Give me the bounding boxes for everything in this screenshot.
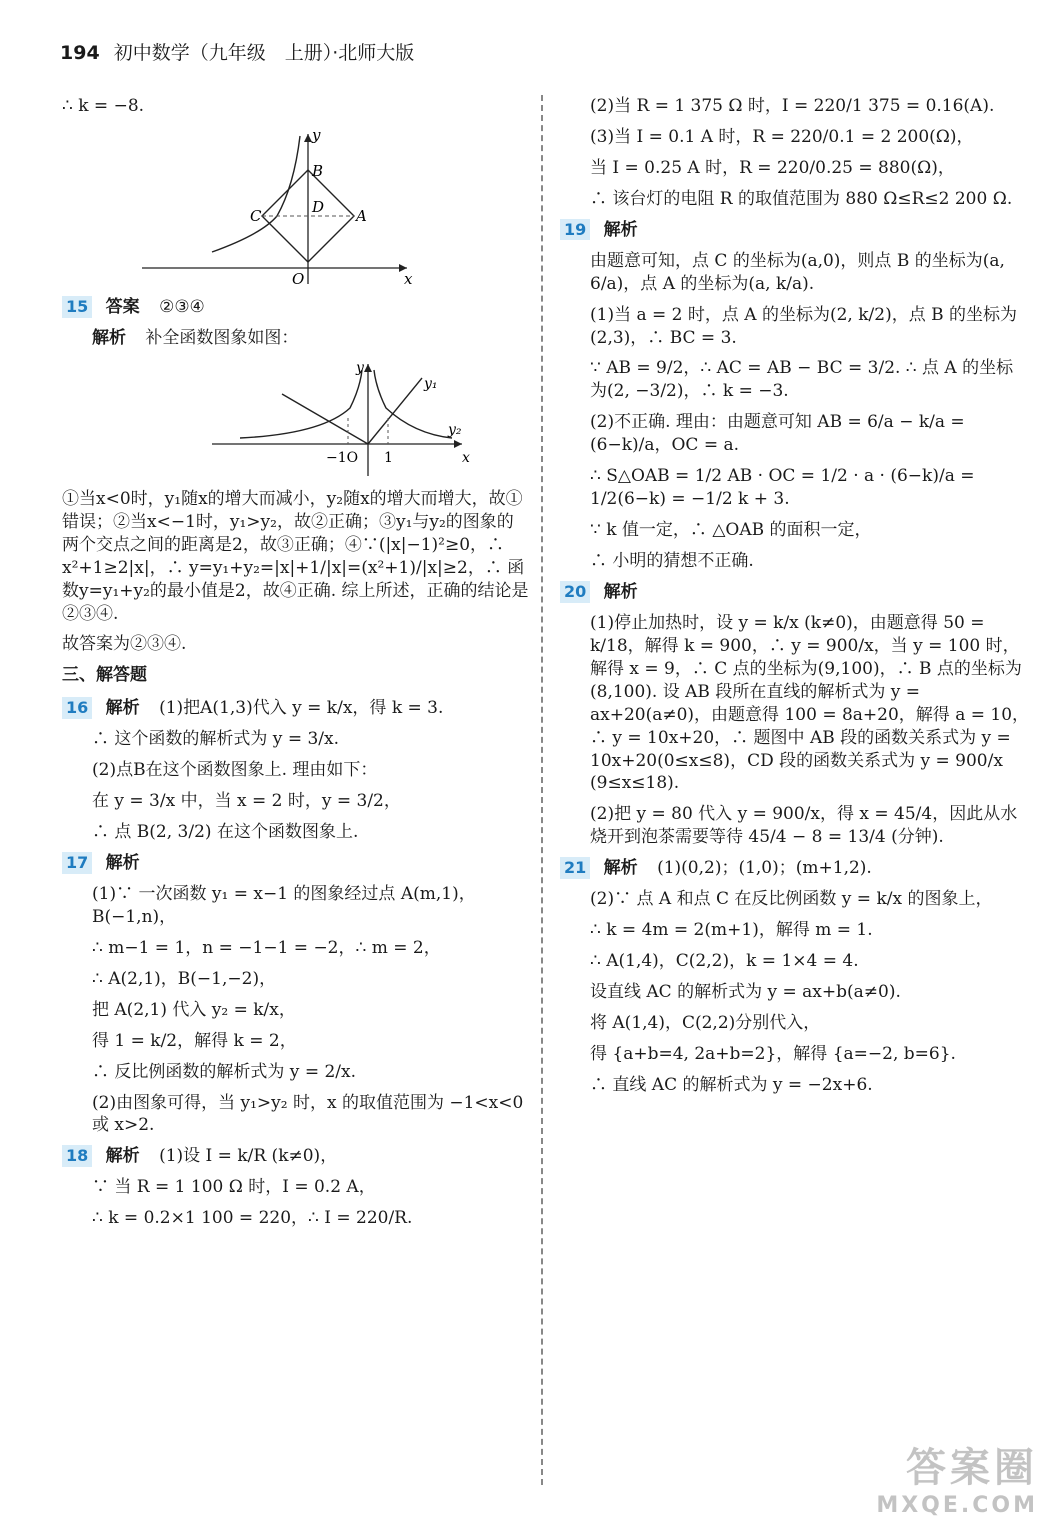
q17-number: 17 <box>62 852 92 874</box>
q18-part3a: (3)当 I = 0.1 A 时，R = 220/0.1 = 2 200(Ω)， <box>590 126 974 147</box>
q19-line6: ∵ k 值一定，∴ △OAB 的面积一定， <box>590 520 872 541</box>
q21-line6: 将 A(1,4)，C(2,2)分别代入， <box>590 1012 821 1033</box>
q15-answer-label: 答案 <box>105 296 140 317</box>
q17-line4: 把 A(2,1) 代入 y₂ = k/x， <box>92 999 296 1020</box>
q17-line1 <box>62 852 530 875</box>
fig1-point-d: D <box>312 197 325 216</box>
q19-head <box>560 219 1030 242</box>
q19-line1: 由题意可知，点 C 的坐标为(a,0)，则点 B 的坐标为(a, 6/a)，点 A 的坐标为(a, k/a). <box>590 250 1005 294</box>
q20-jiexi-label: 解析 <box>603 581 638 602</box>
right-column <box>560 95 1030 1105</box>
q19-line4: (2)不正确. 理由：由题意可知 AB = 6/a − k/a = (6−k)/a，OC = a. <box>590 412 965 456</box>
q20-number: 20 <box>560 581 590 603</box>
page-header <box>60 38 414 65</box>
q15-number: 15 <box>62 296 92 318</box>
q17-line2: ∴ m−1 = 1，n = −1−1 = −2，∴ m = 2， <box>92 937 441 958</box>
q18-number: 18 <box>62 1145 92 1167</box>
q17-line6: ∴ 反比例函数的解析式为 y = 2/x. <box>92 1061 356 1082</box>
q15-answer: ②③④ <box>159 296 205 317</box>
q21-number: 21 <box>560 857 590 879</box>
q16-text1: (1)把A(1,3)代入 y = k/x，得 k = 3. <box>159 698 444 719</box>
q16-line2: ∴ 这个函数的解析式为 y = 3/x. <box>92 729 339 750</box>
fig2-y-label: y <box>356 359 364 376</box>
fig2-y2-label: y₂ <box>448 421 462 438</box>
fig2-neg1-origin: −1O <box>326 449 359 466</box>
continued-result: ∴ k = −8. <box>62 96 145 116</box>
q21-line2: (2)∵ 点 A 和点 C 在反比例函数 y = k/x 的图象上， <box>590 889 993 910</box>
q19-line2: (1)当 a = 2 时，点 A 的坐标为(2, k/2)，点 B 的坐标为(2,3)，∴ BC = 3. <box>590 304 1018 348</box>
q15-intro: 补全函数图象如图： <box>145 327 299 348</box>
q18-jiexi-label: 解析 <box>105 1146 140 1167</box>
q21-line8: ∴ 直线 AC 的解析式为 y = −2x+6. <box>590 1074 873 1095</box>
fig2-x-label: x <box>462 449 470 466</box>
q21-line5: 设直线 AC 的解析式为 y = ax+b(a≠0). <box>590 982 901 1002</box>
fig2-y1-label: y₁ <box>424 375 438 392</box>
section-heading: 三、解答题 <box>62 665 147 686</box>
fig1-y-label: y <box>312 125 321 144</box>
fig1-point-b: B <box>312 161 324 180</box>
fig1-origin-label: O <box>292 269 305 286</box>
q17-line7: (2)由图象可得，当 y₁>y₂ 时，x 的取值范围为 −1<x<0 或 x>2. <box>92 1092 524 1136</box>
q21-line4: ∴ A(1,4)，C(2,2)，k = 1×4 = 4. <box>590 951 859 972</box>
fig2-one-label: 1 <box>384 449 393 466</box>
q17-line5: 得 1 = k/2，解得 k = 2， <box>92 1030 297 1051</box>
fig1-x-label: x <box>404 269 413 286</box>
q21-text1: (1)(0,2)；(1,0)；(m+1,2). <box>657 858 872 879</box>
q18-line1 <box>62 1145 530 1168</box>
q15-jiexi-label: 解析 <box>92 327 126 348</box>
q16-line4: 在 y = 3/x 中，当 x = 2 时，y = 3/2， <box>92 791 401 812</box>
watermark-line2: MXQE.COM <box>876 1493 1038 1518</box>
q21-line7: 得 {a+b=4, 2a+b=2}，解得 {a=−2, b=6}. <box>590 1043 956 1064</box>
q20-line2: (2)把 y = 80 代入 y = 900/x，得 x = 45/4，因此从水烧开到泡茶需要等待 45/4 − 8 = 13/4 (分钟). <box>590 804 1018 848</box>
q18-part2: (2)当 R = 1 375 Ω 时，I = 220/1 375 = 0.16(A). <box>590 96 995 116</box>
q21-line3: ∴ k = 4m = 2(m+1)，解得 m = 1. <box>590 920 873 941</box>
fig1-point-a: A <box>356 206 367 225</box>
q16-jiexi-label: 解析 <box>105 698 140 719</box>
fig1-point-c: C <box>250 206 262 225</box>
q20-line1: (1)停止加热时，设 y = k/x (k≠0)，由题意得 50 = k/18，解得 k = 900，∴ y = 900/x，当 y = 100 时，解得 x = 9，∴ C 点的坐标为(9,100)，∴ B 点的坐标为(8,100). 设 AB 段所在直线的解析式为 y = ax+20(a≠0)，由题意得 100 = 8a+20，解得 a = 10，∴ y = 10x+20，∴ 题图中 AB 段的函数关系式为 y = 10x+20(0≤x≤8)，CD 段的函数关系式为 y = 900/x (9≤x≤18). <box>590 612 1030 794</box>
page-number: 194 <box>60 42 100 64</box>
q19-line5: ∴ S△OAB = 1/2 AB · OC = 1/2 · a · (6−k)/a = 1/2(6−k) = −1/2 k + 3. <box>590 466 975 510</box>
q21-head <box>560 857 1030 880</box>
q16-line1 <box>62 697 530 720</box>
q19-jiexi-label: 解析 <box>603 219 638 240</box>
q19-line7: ∴ 小明的猜想不正确. <box>590 551 754 571</box>
q17-line3: ∴ A(2,1)，B(−1,−2)， <box>92 968 277 989</box>
q16-line5: ∴ 点 B(2, 3/2) 在这个函数图象上. <box>92 822 359 843</box>
book-title: 初中数学（九年级 上册）·北师大版 <box>113 42 415 64</box>
column-divider <box>541 95 543 1485</box>
q18-conclusion: ∴ 该台灯的电阻 R 的取值范围为 880 Ω≤R≤2 200 Ω. <box>590 188 1013 209</box>
q15-intro-line <box>62 327 530 350</box>
q17-text1: (1)∵ 一次函数 y₁ = x−1 的图象经过点 A(m,1)，B(−1,n)， <box>92 883 476 927</box>
q19-number: 19 <box>560 219 590 241</box>
q17-jiexi-label: 解析 <box>105 853 140 873</box>
q15-paragraph: ①当x<0时，y₁随x的增大而减小，y₂随x的增大而增大，故①错误；②当x<−1时，y₁>y₂，故②正确；③y₁与y₂的图象的两个交点之间的距离是2，故③正确；④∵(|x|−1)²≥0，∴ x²+1≥2|x|，∴ y=y₁+y₂=|x|+1/|x|=(x²+1)/|x|≥2，∴ 函数y=y₁+y₂的最小值是2，故④正确. 综上所述，正确的结论是②③④. <box>62 488 529 624</box>
figure-rhombus-graph <box>62 126 422 286</box>
q18-text1: (1)设 I = k/R (k≠0)， <box>159 1146 338 1167</box>
watermark <box>876 1436 1038 1518</box>
q16-line3: (2)点B在这个函数图象上. 理由如下： <box>92 760 378 781</box>
q20-head <box>560 581 1030 604</box>
left-column <box>62 95 530 1238</box>
watermark-line1: 答案圈 <box>906 1445 1038 1491</box>
q18-part3b: 当 I = 0.25 A 时，R = 220/0.25 = 880(Ω)， <box>590 157 955 178</box>
figure-function-graph <box>122 358 502 478</box>
q15-conclusion: 故答案为②③④. <box>62 634 187 655</box>
q15-answer-line <box>62 296 530 319</box>
q18-line3: ∴ k = 0.2×1 100 = 220，∴ I = 220/R. <box>92 1208 413 1229</box>
q16-number: 16 <box>62 697 92 719</box>
q21-jiexi-label: 解析 <box>603 858 638 879</box>
q18-line2: ∵ 当 R = 1 100 Ω 时，I = 0.2 A， <box>92 1177 376 1198</box>
q19-line3: ∵ AB = 9/2，∴ AC = AB − BC = 3/2. ∴ 点 A 的坐标为(2, −3/2)，∴ k = −3. <box>590 358 1014 402</box>
